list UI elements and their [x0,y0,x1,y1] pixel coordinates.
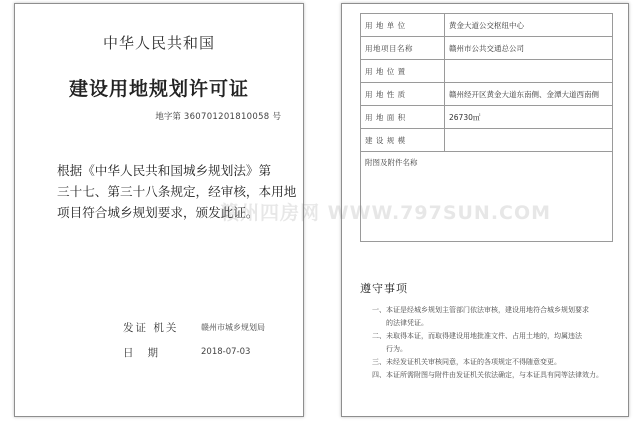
site-watermark: 赣州四房网 WWW.797SUN.COM [220,202,552,224]
table-row [361,129,613,152]
row-value: 26730㎡ [445,106,613,129]
row-value: 赣州经开区黄金大道东南侧、金潭大道西南侧 [445,83,613,106]
body-line: 项目符合城乡规划要求，颁发此证。 [57,205,259,220]
table-row [361,37,613,60]
row-value: 赣州市公共交通总公司 [445,37,613,60]
note-line: 二、未取得本证，而取得建设用地批准文件、占用土地的，均属违法 [372,332,582,340]
permit-title: 建设用地规划许可证 [68,78,249,100]
row-label: 用 地 面 积 [361,106,445,129]
attachments-row [361,152,613,242]
row-value: 黄金大道公交枢纽中心 [445,14,613,37]
issuer-label: 发证 机关 [123,322,179,334]
row-label: 用 地 性 质 [361,83,445,106]
note-line: 的法律凭证。 [386,319,428,327]
row-value [445,129,613,152]
date-label: 日期 [123,347,172,359]
permit-number-suffix: 号 [272,112,281,122]
table-row [361,14,613,37]
notes-title: 遵守事项 [360,282,408,295]
row-label: 用 地 位 置 [361,60,445,83]
permit-number-prefix: 地字第 [155,112,181,122]
note-line: 行为。 [386,345,407,353]
note-line: 一、本证是经城乡规划主管部门依法审核，建设用地符合城乡规划要求 [372,306,589,314]
notes-list [372,304,620,382]
issuer-value: 赣州市城乡规划局 [201,323,265,332]
row-label: 用地项目名称 [361,37,445,60]
row-label: 建 设 规 模 [361,129,445,152]
attachments-label: 附图及附件名称 [365,158,418,167]
table-row [361,60,613,83]
table-row [361,83,613,106]
note-line: 三、未经发证机关审核同意，本证的各项规定不得随意变更。 [372,358,561,366]
attachments-cell [361,152,613,242]
table-row [361,106,613,129]
date-value: 2018-07-03 [201,347,251,357]
body-line: 根据《中华人民共和国城乡规划法》第 [57,163,272,178]
permit-number [155,110,281,122]
note-line: 四、本证所需附图与附件由发证机关依法确定，与本证具有同等法律效力。 [372,371,603,379]
row-value [445,60,613,83]
country-heading: 中华人民共和国 [102,34,215,52]
row-label: 用 地 单 位 [361,14,445,37]
permit-number-value: 360701201810058 [183,112,270,122]
body-line: 三十七、第三十八条规定，经审核，本用地 [57,184,297,199]
